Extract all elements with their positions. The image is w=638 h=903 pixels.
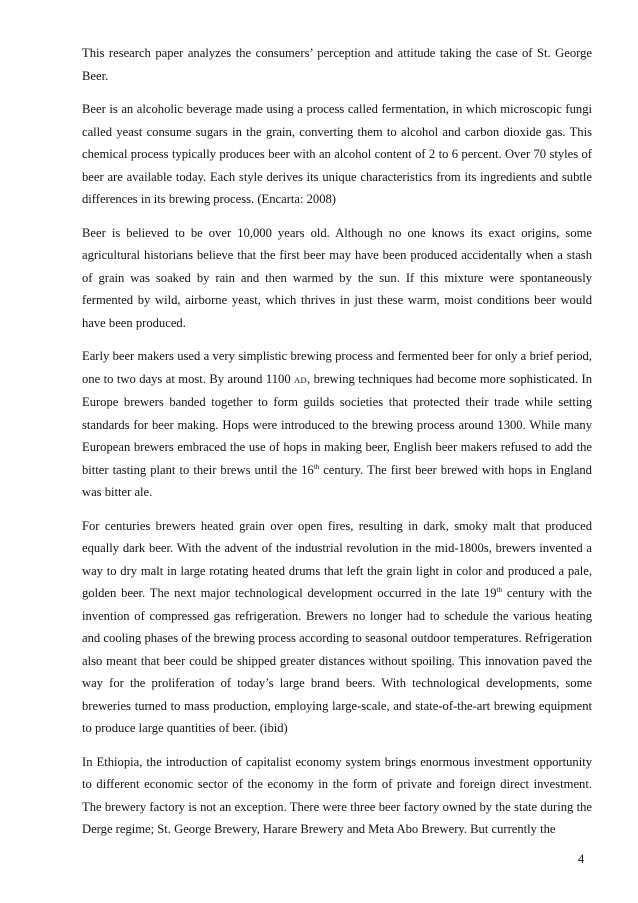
paragraph-beer-definition: Beer is an alcoholic beverage made using a process called fermentation, in which microscopic fungi called yeast consume sugars in the grain, converting them to alcohol and carbon dioxide gas. This chemical process typically produces beer with an alcohol content of 2 to 6 percent. Over 70 styles of beer are available today. Each style derives its unique characteristics from its ingredients and subtle differences in its brewing process. (Encarta: 2008)	[82, 102, 592, 206]
paragraph-industrial-brewing	[82, 515, 592, 740]
ordinal-superscript: th	[313, 462, 320, 471]
page-number: 4	[578, 852, 585, 866]
text-run: , brewing techniques had become more sophisticated. In Europe brewers banded together to form guilds societies that protected their trade while setting standards for beer making. Hops were introduced to the brewing process around 1300. While many European brewers embraced the use of hops in making beer, English beer makers refused to add the bitter tasting plant to their brews until the 16	[82, 371, 592, 477]
text-run: century with the invention of compressed gas refrigeration. Brewers no longer had to schedule the various heating and cooling phases of the brewing process according to seasonal outdoor temperatures. Refrigeration also meant that beer could be shipped greater distances without spoiling. This innovation paved the way for the proliferation of today’s large brand beers. With technological developments, some breweries turned to mass production, employing large-scale, and state-of-the-art brewing equipment to produce large quantities of beer. (ibid)	[82, 586, 593, 735]
paragraph-early-brewing	[82, 345, 592, 504]
text-run: century. The first beer brewed with hops in England was bitter ale.	[82, 462, 592, 499]
paragraph-intro: This research paper analyzes the consumers’ perception and attitude taking the case of St. George Beer.	[82, 46, 592, 83]
era-abbreviation: AD	[294, 374, 307, 385]
text-run: For centuries brewers heated grain over open fires, resulting in dark, smoky malt that produced equally dark beer. With the advent of the industrial revolution in the mid-1800s, brewers invented a way to dry malt in large rotating heated drums that left the grain light in color and produced a pale, golden beer. The next major technological development occurred in the late 19	[82, 518, 592, 600]
document-page	[82, 42, 592, 852]
paragraph-ethiopia: In Ethiopia, the introduction of capitalist economy system brings enormous investment opportunity to different economic sector of the economy in the form of private and foreign direct investment. The brewery factory is not an exception. There were three beer factory owned by the state during the Derge regime; St. George Brewery, Harare Brewery and Meta Abo Brewery. But currently the	[82, 754, 592, 836]
paragraph-beer-origins: Beer is believed to be over 10,000 years old. Although no one knows its exact origins, some agricultural historians believe that the first beer may have been produced accidentally when a stash of grain was soaked by rain and then warmed by the sun. If this mixture were spontaneously fermented by wild, airborne yeast, which thrives in just these warm, moist conditions beer would have been produced.	[82, 225, 592, 330]
text-run: Early beer makers used a very simplistic brewing process and fermented beer for only a brief period, one to two days at most. By around 1100	[82, 349, 592, 386]
ordinal-superscript: th	[496, 586, 503, 594]
